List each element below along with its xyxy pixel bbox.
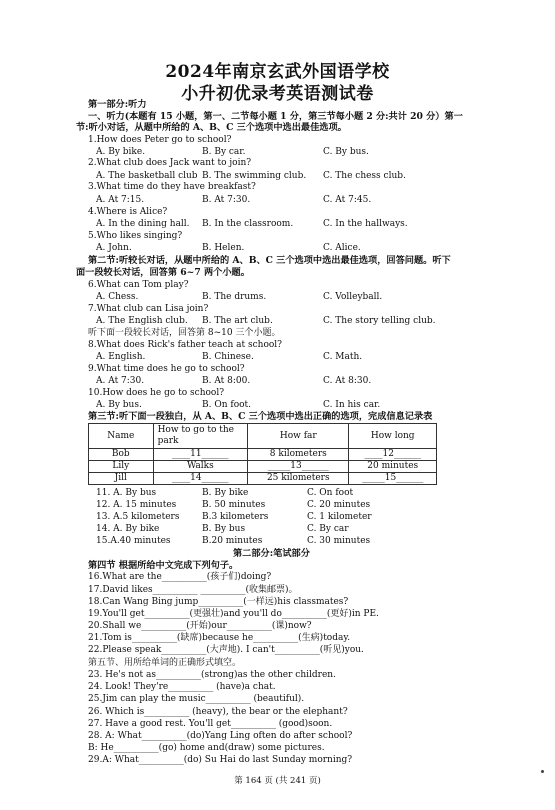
question-7: 7.What club can Lisa join?: [88, 304, 209, 314]
section3-intro: 第三节:听下面一段独白，从 A、B、C 三个选项中选出正确的选项，完成信息记录表: [88, 411, 433, 422]
question-8: 8.What does Rick's father teach at school?: [88, 340, 283, 350]
option-b: B. At 7:30.: [202, 195, 251, 205]
option-a: A. The basketball club: [96, 171, 198, 181]
question-2: 2.What club does Jack want to join?: [88, 158, 252, 168]
question-28-a: 28. A: What__________(do)Yang Ling often do after school?: [88, 731, 353, 741]
header-how-long: How long: [349, 424, 437, 449]
option-b: B. In the classroom.: [202, 219, 294, 229]
question-5: 5.Who likes singing?: [88, 231, 183, 241]
option-a: A. In the dining hall.: [96, 219, 190, 229]
option-a: A. At 7:30.: [96, 376, 145, 386]
option-c: C. 1 kilometer: [307, 512, 372, 522]
question-27: 27. Have a good rest. You'll get__________ (good)soon.: [88, 719, 333, 729]
option-b: B. 50 minutes: [202, 500, 266, 510]
question-19: 19.You'll get__________(更强壮)and you'll do__________(更好)in PE.: [88, 609, 379, 619]
cell-name: Bob: [89, 449, 154, 461]
option-b: B.3 kilometers: [202, 512, 269, 522]
question-17: 17.David likes__________ __________(收集邮票)。: [88, 585, 298, 595]
option-a: A. The English club.: [96, 316, 188, 326]
cell-how-long: _____15______: [349, 473, 437, 485]
option-c: C. Alice.: [323, 243, 361, 253]
cell-how-to-go: ____14______: [153, 473, 248, 485]
option-a: A. At 7:15.: [96, 195, 145, 205]
option-c: C. By car: [307, 524, 349, 534]
question-21: 21.Tom is__________(缺席)because he__________(生病)today.: [88, 633, 351, 643]
cell-how-far: 8 kilometers: [248, 449, 349, 461]
section4-intro: 第四节 根据所给中文完成下列句子。: [88, 560, 239, 571]
option-b: B. On foot.: [202, 400, 252, 410]
option-a: 15.A.40 minutes: [96, 536, 171, 546]
section2-intro-a: 第二节:听较长对话，从题中所给的 A、B、C 三个选项中选出最佳选项，回答问题。听下: [88, 255, 451, 266]
option-c: C. At 7:45.: [323, 195, 372, 205]
option-b: B.20 minutes: [202, 536, 263, 546]
option-b: B. By car.: [202, 147, 246, 157]
option-c: C. By bus.: [323, 147, 369, 157]
question-6: 6.What can Tom play?: [88, 280, 189, 290]
question-28-b: B: He__________(go) home and(draw) some pictures.: [88, 743, 325, 753]
cell-how-to-go: Walks: [153, 461, 248, 473]
question-1: 1.How does Peter go to school?: [88, 135, 232, 145]
option-a: A. John.: [96, 243, 132, 253]
option-b: B. At 8:00.: [202, 376, 251, 386]
question-10: 10.How does he go to school?: [88, 388, 225, 398]
part1-heading: 第一部分:听力: [88, 99, 147, 110]
option-b: B. The art club.: [202, 316, 273, 326]
option-a: A. English.: [96, 352, 146, 362]
header-name: Name: [89, 424, 154, 449]
section2-intro-b: 面一段较长对话，回答第 6~7 两个小题。: [76, 267, 250, 278]
question-20: 20.Shall we__________(开始)our__________(课)now?: [88, 621, 312, 631]
table-row: [89, 449, 437, 461]
option-c: C. 30 minutes: [307, 536, 371, 546]
cell-how-long: ____12______: [349, 449, 437, 461]
header-how-far: How far: [248, 424, 349, 449]
option-a: A. By bike.: [96, 147, 146, 157]
option-a: 12. A. 15 minutes: [96, 500, 177, 510]
cell-how-far: 25 kilometers: [248, 473, 349, 485]
option-b: B. Chinese.: [202, 352, 254, 362]
section1-intro-a: 一、听力(本题有 15 小题，第一、二节每小题 1 分，第三节每小题 2 分:共计 20 分）第一: [88, 111, 463, 122]
question-22: 22.Please speak__________(大声地). I can't__________(听见)you.: [88, 645, 364, 655]
page-subtitle: 小升初优录考英语测试卷: [181, 84, 374, 104]
question-25: 25.Jim can play the music__________ (beautiful).: [88, 694, 305, 704]
option-b: B. Helen.: [202, 243, 245, 253]
cell-how-to-go: ____11______: [153, 449, 248, 461]
question-29: 29.A: What__________(do) Su Hai do last Sunday morning?: [88, 755, 353, 765]
cell-name: Jill: [89, 473, 154, 485]
question-24: 24. Look! They're__________ (have)a chat.: [88, 682, 276, 692]
question-23: 23. He's not as__________(strong)as the other children.: [88, 670, 336, 680]
page-title: 2024年南京玄武外国语学校: [165, 62, 390, 82]
question-16: 16.What are the__________(孩子们)doing?: [88, 572, 272, 582]
question-9: 9.What time does he go to school?: [88, 364, 245, 374]
option-a: 11. A. By bus: [96, 488, 157, 498]
option-c: C. The chess club.: [323, 171, 406, 181]
part2-heading: 第二部分:笔试部分: [233, 548, 310, 559]
option-a: 13. A.5 kilometers: [96, 512, 180, 522]
option-c: C. 20 minutes: [307, 500, 371, 510]
table-row: [89, 461, 437, 473]
question-4: 4.Where is Alice?: [88, 207, 168, 217]
section5-intro: 第五节、用所给单词的正确形式填空。: [88, 658, 242, 668]
option-b: B. By bus: [202, 524, 246, 534]
option-c: C. In the hallways.: [323, 219, 408, 229]
option-c: C. Volleyball.: [323, 292, 383, 302]
table-row: [89, 473, 437, 485]
option-c: C. Math.: [323, 352, 363, 362]
option-a: A. By bus.: [96, 400, 142, 410]
question-18: 18.Can Wang Bing jump__________(一样远)his classmates?: [88, 597, 349, 607]
header-how-to-go: How to go to the park: [153, 424, 248, 449]
option-c: C. In his car.: [323, 400, 381, 410]
section2-intro-c: 听下面一段较长对话，回答第 8~10 三个小题。: [88, 328, 281, 338]
cell-how-far: _____13______: [248, 461, 349, 473]
option-a: 14. A. By bike: [96, 524, 160, 534]
option-b: B. By bike: [202, 488, 249, 498]
option-c: C. The story telling club.: [323, 316, 436, 326]
option-a: A. Chess.: [96, 292, 139, 302]
question-26: 26. Which is__________ (heavy), the bear or the elephant?: [88, 707, 348, 717]
page-footer: 第 164 页 (共 241 页): [234, 776, 321, 786]
cell-name: Lily: [89, 461, 154, 473]
option-b: B. The drums.: [202, 292, 267, 302]
info-record-table: [88, 423, 437, 485]
table-header-row: [89, 424, 437, 449]
option-b: B. The swimming club.: [202, 171, 307, 181]
option-c: C. On foot: [307, 488, 354, 498]
section1-intro-b: 节:听小对话，从题中所给的 A、B、C 三个选项中选出最佳选项。: [76, 122, 347, 133]
stray-dot: [541, 770, 544, 773]
question-3: 3.What time do they have breakfast?: [88, 182, 256, 192]
cell-how-long: 20 minutes: [349, 461, 437, 473]
option-c: C. At 8:30.: [323, 376, 372, 386]
